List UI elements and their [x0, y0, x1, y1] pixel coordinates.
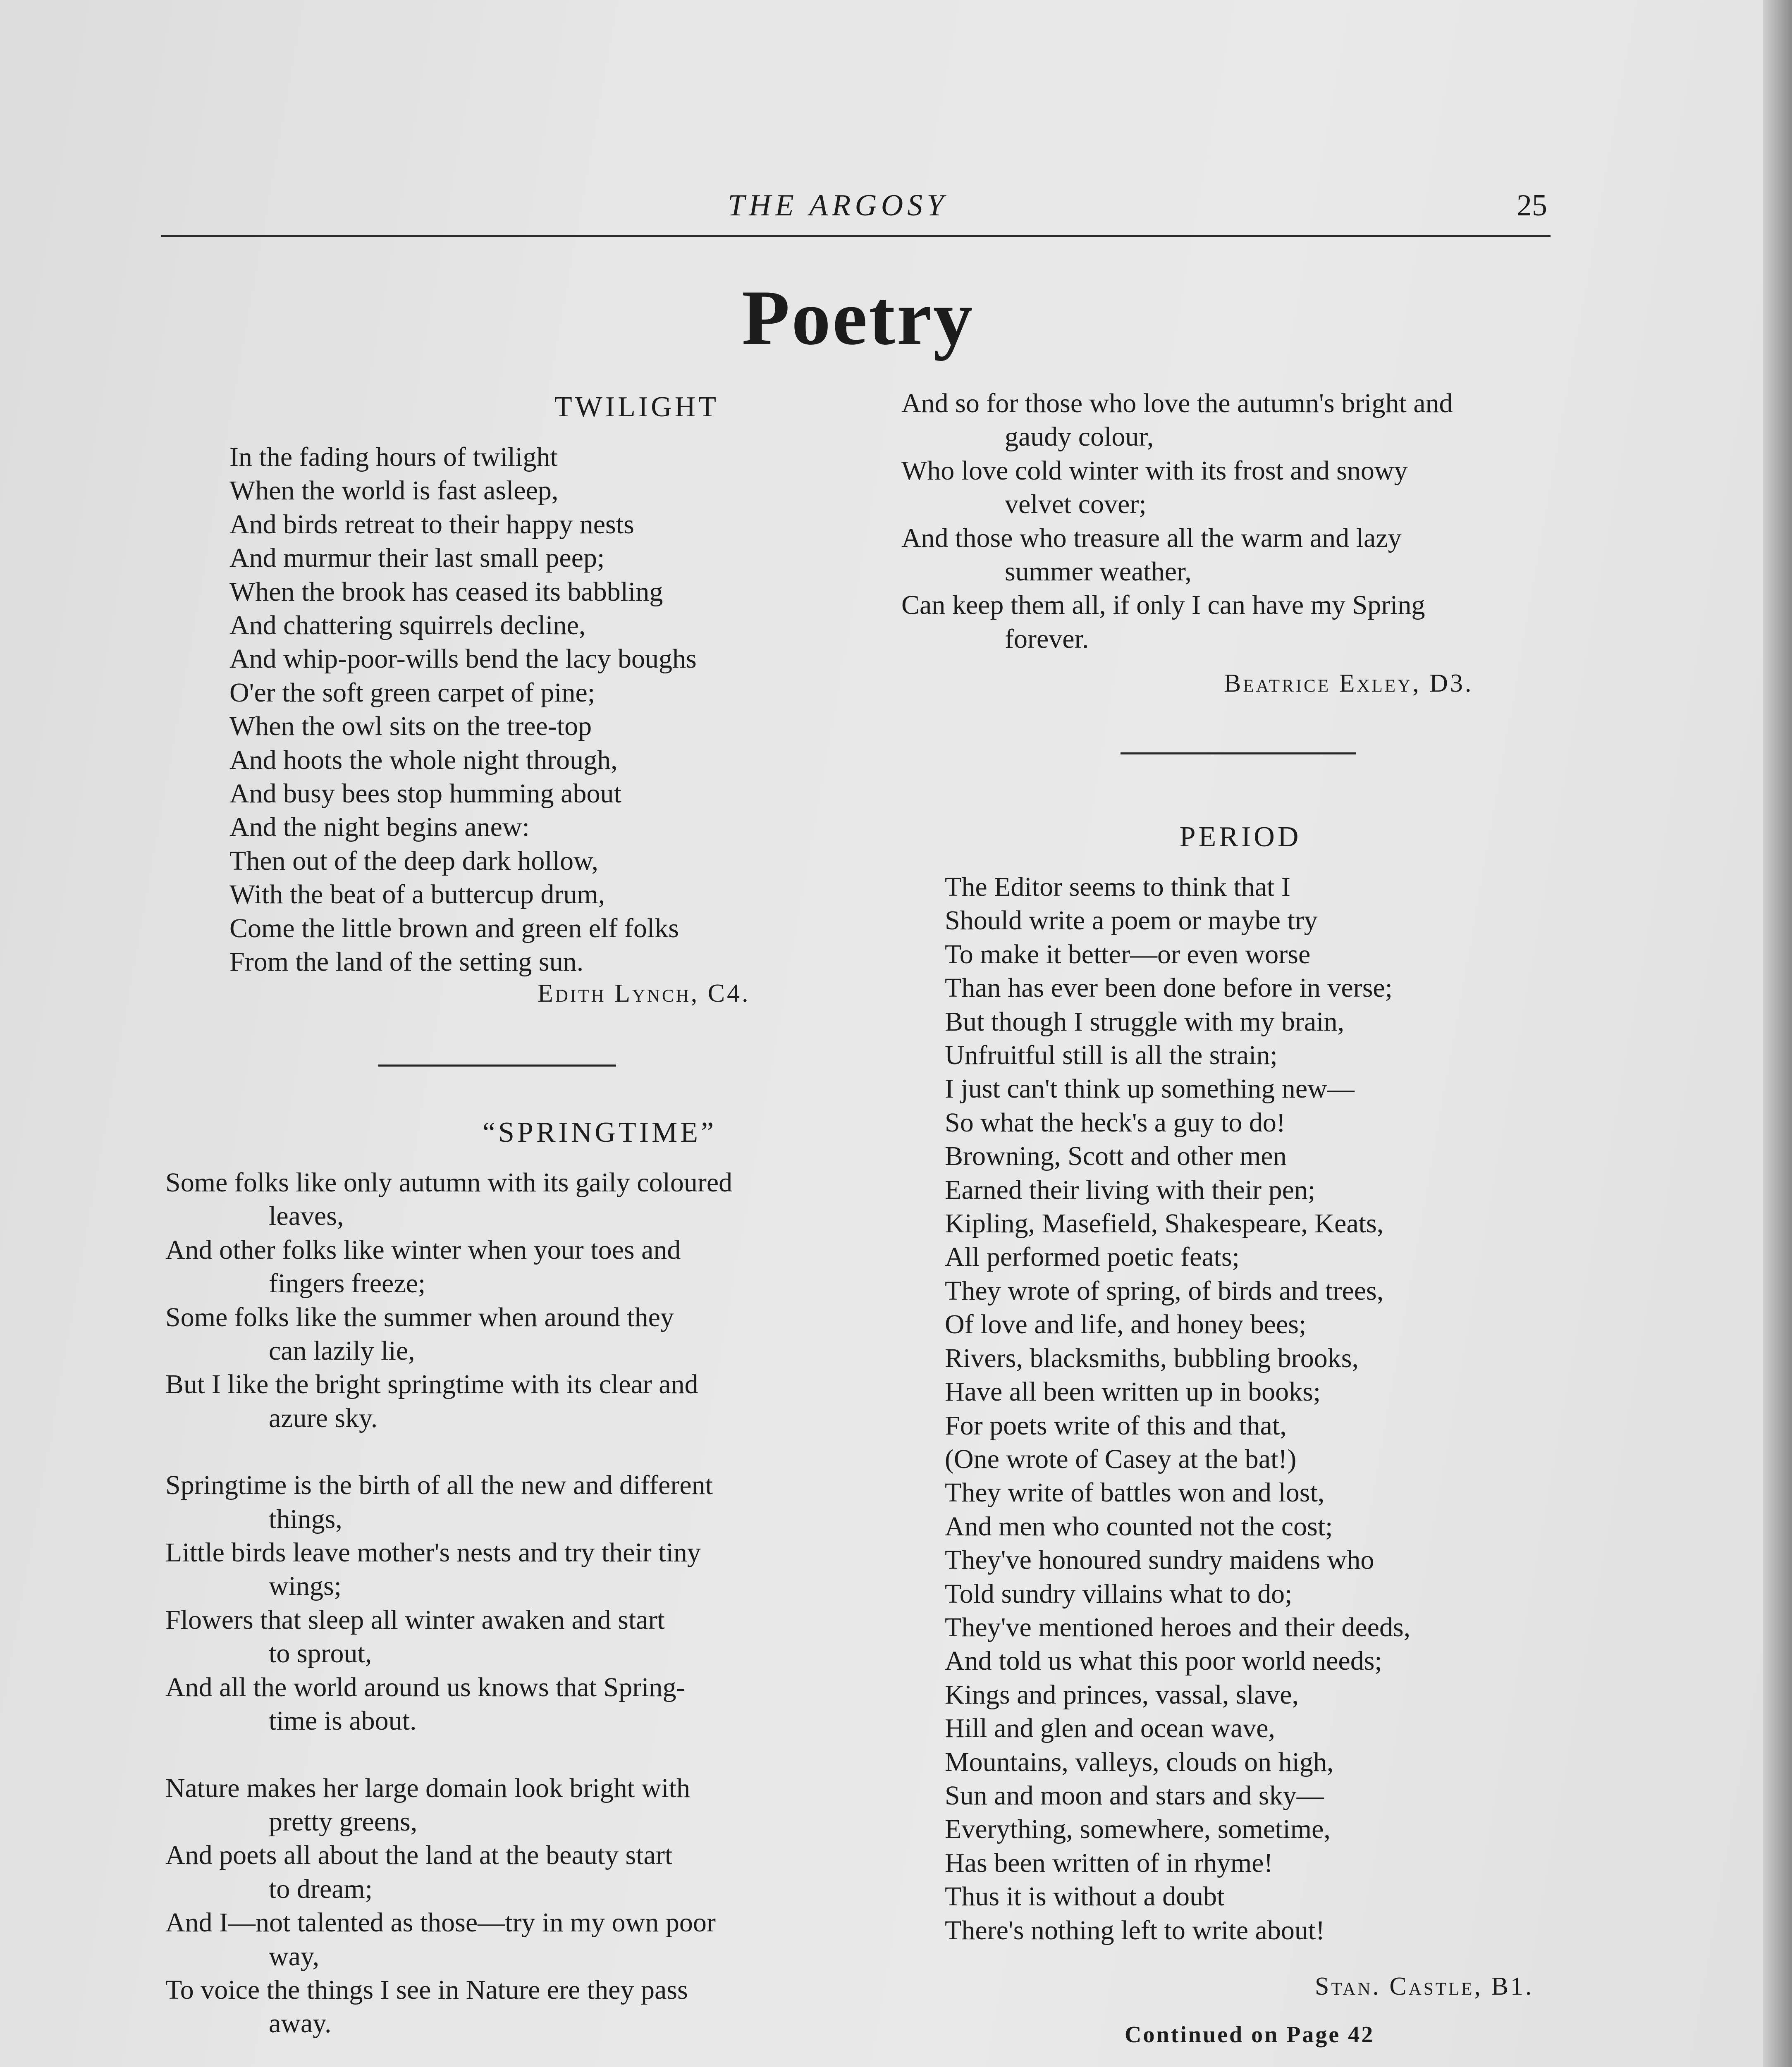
poem-line: Hill and glen and ocean wave,	[945, 1713, 1276, 1744]
poem-line: In the fading hours of twilight	[229, 442, 558, 472]
poem-title-period: PERIOD	[1179, 821, 1302, 853]
poem-line: Who love cold winter with its frost and snowy	[901, 455, 1408, 486]
poem-line: way,	[269, 1941, 320, 1972]
poem-line: Rivers, blacksmiths, bubbling brooks,	[945, 1343, 1359, 1373]
poem-line: And all the world around us knows that Spring-	[165, 1672, 686, 1702]
poem-line: And the night begins anew:	[229, 812, 530, 843]
poem-line: to dream;	[269, 1874, 373, 1904]
poem-line: O'er the soft green carpet of pine;	[229, 677, 595, 708]
poem-line: Told sundry villains what to do;	[945, 1578, 1293, 1609]
poem-line: Of love and life, and honey bees;	[945, 1309, 1307, 1340]
poem-line: pretty greens,	[269, 1806, 418, 1837]
poem-line: Browning, Scott and other men	[945, 1141, 1287, 1172]
continued-note: Continued on Page 42	[1125, 2022, 1375, 2048]
poem-line: velvet cover;	[1005, 489, 1147, 520]
poem-line: To voice the things I see in Nature ere they pass	[165, 1974, 688, 2005]
poem-line: Mountains, valleys, clouds on high,	[945, 1747, 1334, 1777]
poem-author-springtime: Beatrice Exley, D3.	[1224, 669, 1474, 697]
poem-period	[945, 870, 1410, 1947]
stanza-gap	[165, 1738, 732, 1771]
poem-line: leaves,	[269, 1201, 344, 1232]
poem-line: They've mentioned heroes and their deeds,	[945, 1612, 1411, 1642]
running-header-title: THE ARGOSY	[728, 189, 948, 222]
poem-line: Earned their living with their pen;	[945, 1174, 1316, 1205]
poem-line: I just can't think up something new—	[945, 1074, 1355, 1104]
poem-line: fingers freeze;	[269, 1268, 426, 1299]
poem-author-period: Stan. Castle, B1.	[1315, 1972, 1534, 2000]
poem-line: Than has ever been done before in verse;	[945, 973, 1393, 1003]
poem-line: So what the heck's a guy to do!	[945, 1107, 1285, 1138]
page-number: 25	[1517, 189, 1547, 222]
poem-line: And those who treasure all the warm and lazy	[901, 523, 1402, 553]
poem-line: Kipling, Masefield, Shakespeare, Keats,	[945, 1208, 1384, 1239]
poem-twilight	[229, 440, 697, 979]
poem-line: When the brook has ceased its babbling	[229, 576, 663, 607]
poem-line: wings;	[269, 1571, 342, 1602]
poem-line: Thus it is without a doubt	[945, 1881, 1225, 1912]
poem-divider	[378, 1065, 616, 1067]
poem-line: And men who counted not the cost;	[945, 1511, 1333, 1542]
poem-line: things,	[269, 1504, 342, 1534]
poem-line: away.	[269, 2008, 332, 2039]
poem-line: Nature makes her large domain look bright with	[165, 1773, 690, 1803]
poem-line: to sprout,	[269, 1638, 372, 1669]
poem-line: And other folks like winter when your toes and	[165, 1234, 681, 1265]
poem-line: (One wrote of Casey at the bat!)	[945, 1444, 1297, 1474]
poem-line: Can keep them all, if only I can have my Spring	[901, 590, 1425, 621]
poem-line: Should write a poem or maybe try	[945, 905, 1318, 936]
poem-line: Flowers that sleep all winter awaken and start	[165, 1604, 665, 1635]
poem-line: For poets write of this and that,	[945, 1410, 1287, 1441]
poem-line: To make it better—or even worse	[945, 939, 1311, 969]
poem-line: But though I struggle with my brain,	[945, 1006, 1345, 1037]
poem-line: forever.	[1005, 623, 1089, 654]
poem-line: When the world is fast asleep,	[229, 475, 559, 506]
poem-line: And I—not talented as those—try in my own poor	[165, 1907, 716, 1938]
poem-line: Kings and princes, vassal, slave,	[945, 1679, 1299, 1710]
poem-line: Has been written of in rhyme!	[945, 1847, 1273, 1878]
poem-line: Then out of the deep dark hollow,	[229, 845, 598, 876]
poem-line: With the beat of a buttercup drum,	[229, 879, 605, 910]
poem-line: From the land of the setting sun.	[229, 947, 584, 977]
section-title: Poetry	[742, 274, 974, 361]
poem-line: There's nothing left to write about!	[945, 1915, 1325, 1945]
poem-springtime	[165, 1166, 732, 2041]
poem-divider	[1121, 752, 1356, 754]
poem-line: Some folks like only autumn with its gaily coloured	[165, 1167, 733, 1198]
poem-line: azure sky.	[269, 1403, 378, 1433]
poem-line: gaudy colour,	[1005, 422, 1154, 452]
poem-line: time is about.	[269, 1706, 417, 1736]
poem-line: Come the little brown and green elf folks	[229, 913, 679, 943]
poem-line: And chattering squirrels decline,	[229, 610, 586, 641]
poem-line: Unfruitful still is all the strain;	[945, 1040, 1278, 1071]
poem-line: summer weather,	[1005, 556, 1192, 587]
poem-line: can lazily lie,	[269, 1336, 415, 1366]
poem-springtime-continued	[901, 387, 1453, 656]
poem-line: Have all been written up in books;	[945, 1377, 1321, 1407]
page-edge-shadow	[1763, 0, 1792, 2067]
poem-line: Sun and moon and stars and sky—	[945, 1780, 1324, 1811]
poem-line: And busy bees stop humming about	[229, 778, 621, 809]
poem-line: And murmur their last small peep;	[229, 543, 605, 573]
header-rule	[161, 235, 1551, 237]
poem-line: When the owl sits on the tree-top	[229, 711, 592, 742]
poem-line: The Editor seems to think that I	[945, 872, 1290, 902]
poem-line: They wrote of spring, of birds and trees,	[945, 1275, 1384, 1306]
poem-line: And so for those who love the autumn's bright and	[901, 388, 1453, 418]
poem-line: And poets all about the land at the beauty start	[165, 1840, 673, 1871]
poem-line: They've honoured sundry maidens who	[945, 1545, 1374, 1575]
poem-line: But I like the bright springtime with its clear and	[165, 1369, 698, 1400]
poem-line: Some folks like the summer when around they	[165, 1302, 674, 1332]
poem-line: They write of battles won and lost,	[945, 1477, 1325, 1508]
poem-line: Springtime is the birth of all the new and different	[165, 1470, 713, 1501]
stanza-gap	[165, 1435, 732, 1468]
poem-line: Little birds leave mother's nests and try their tiny	[165, 1537, 701, 1568]
poem-author-twilight: Edith Lynch, C4.	[538, 979, 750, 1007]
poem-title-springtime: “SPRINGTIME”	[482, 1117, 717, 1148]
poem-line: Everything, somewhere, sometime,	[945, 1814, 1331, 1845]
poem-line: And whip-poor-wills bend the lacy boughs	[229, 644, 697, 674]
poem-line: And hoots the whole night through,	[229, 745, 618, 775]
poem-line: All performed poetic feats;	[945, 1242, 1240, 1272]
poem-line: And birds retreat to their happy nests	[229, 509, 634, 539]
poem-line: And told us what this poor world needs;	[945, 1646, 1382, 1676]
poem-title-twilight: TWILIGHT	[554, 391, 719, 423]
